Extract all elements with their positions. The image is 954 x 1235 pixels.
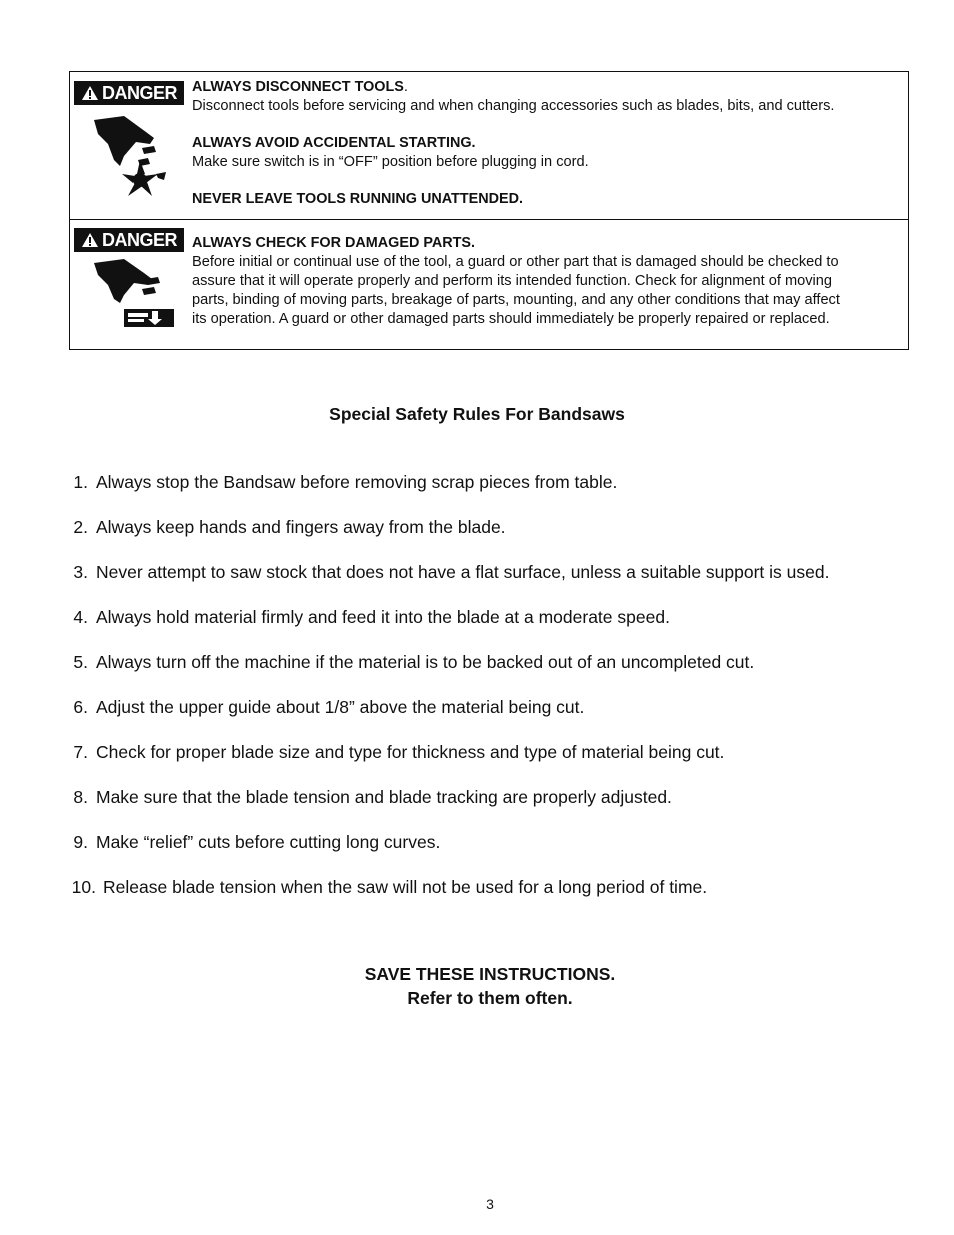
list-item-number: 5. xyxy=(73,652,88,672)
list-item-text: Make sure that the blade tension and blade tracking are properly adjusted. xyxy=(96,787,672,807)
list-item-number: 3. xyxy=(73,562,88,582)
danger-row-1 xyxy=(70,72,908,220)
list-item-number: 2. xyxy=(73,517,88,537)
list-item-number: 6. xyxy=(73,697,88,717)
list-item-text: Always hold material firmly and feed it into the blade at a moderate speed. xyxy=(96,607,670,627)
danger-row-2 xyxy=(70,219,908,350)
list-item-number: 1. xyxy=(73,472,88,492)
list-item-text: Make “relief” cuts before cutting long curves. xyxy=(96,832,441,852)
list-item-text: Adjust the upper guide about 1/8” above the material being cut. xyxy=(96,697,585,717)
section-title: Special Safety Rules For Bandsaws xyxy=(329,404,625,424)
hand-damaged-guard-warning-icon xyxy=(94,259,176,331)
warning-triangle-icon xyxy=(81,85,99,101)
list-item-text: Always keep hands and fingers away from the blade. xyxy=(96,517,506,537)
footer-line-1: SAVE THESE INSTRUCTIONS. xyxy=(364,964,616,984)
list-item-number: 7. xyxy=(73,742,88,762)
save-instructions-note xyxy=(0,962,954,1010)
list-item-number: 4. xyxy=(73,607,88,627)
danger-text-1 xyxy=(192,78,898,209)
page-number: 3 xyxy=(486,1196,494,1212)
warning-triangle-icon xyxy=(81,232,99,248)
warning-heading: ALWAYS CHECK FOR DAMAGED PARTS. xyxy=(192,235,476,251)
warning-body: Disconnect tools before servicing and when changing accessories such as blades, bits, and cutters. xyxy=(192,98,835,114)
danger-badge-label: DANGER xyxy=(101,229,177,250)
danger-warnings-table xyxy=(69,71,909,350)
warning-body-line: parts, binding of moving parts, breakage of parts, mounting, and any other conditions that may affect xyxy=(192,292,840,308)
warning-heading: ALWAYS DISCONNECT TOOLS. xyxy=(192,79,408,95)
warning-heading: ALWAYS AVOID ACCIDENTAL STARTING. xyxy=(192,135,476,151)
warning-body-line: assure that it will operate properly and perform its intended function. Check for alignment of moving xyxy=(192,273,833,289)
danger-badge xyxy=(74,81,184,105)
list-item-text: Check for proper blade size and type for thickness and type of material being cut. xyxy=(96,742,725,762)
list-item-number: 8. xyxy=(73,787,88,807)
warning-body-line: its operation. A guard or other damaged parts should immediately be properly repaired or replaced. xyxy=(192,311,830,327)
warning-body: Make sure switch is in “OFF” position before plugging in cord. xyxy=(192,154,589,170)
danger-badge xyxy=(74,228,184,252)
list-item-text: Release blade tension when the saw will not be used for a long period of time. xyxy=(103,877,708,897)
list-item-number: 10. xyxy=(71,877,96,897)
list-item-number: 9. xyxy=(73,832,88,852)
list-item-text: Always stop the Bandsaw before removing scrap pieces from table. xyxy=(96,472,618,492)
list-item-text: Never attempt to saw stock that does not have a flat surface, unless a suitable support is used. xyxy=(96,562,830,582)
warning-body-line: Before initial or continual use of the tool, a guard or other part that is damaged should be checked to xyxy=(192,254,839,270)
hand-blade-rotating-warning-icon xyxy=(94,116,174,202)
warning-heading: NEVER LEAVE TOOLS RUNNING UNATTENDED. xyxy=(192,191,524,207)
danger-text-2 xyxy=(192,234,898,329)
footer-line-2: Refer to them often. xyxy=(407,988,573,1008)
list-item-text: Always turn off the machine if the material is to be backed out of an uncompleted cut. xyxy=(96,652,755,672)
danger-badge-label: DANGER xyxy=(101,82,177,103)
